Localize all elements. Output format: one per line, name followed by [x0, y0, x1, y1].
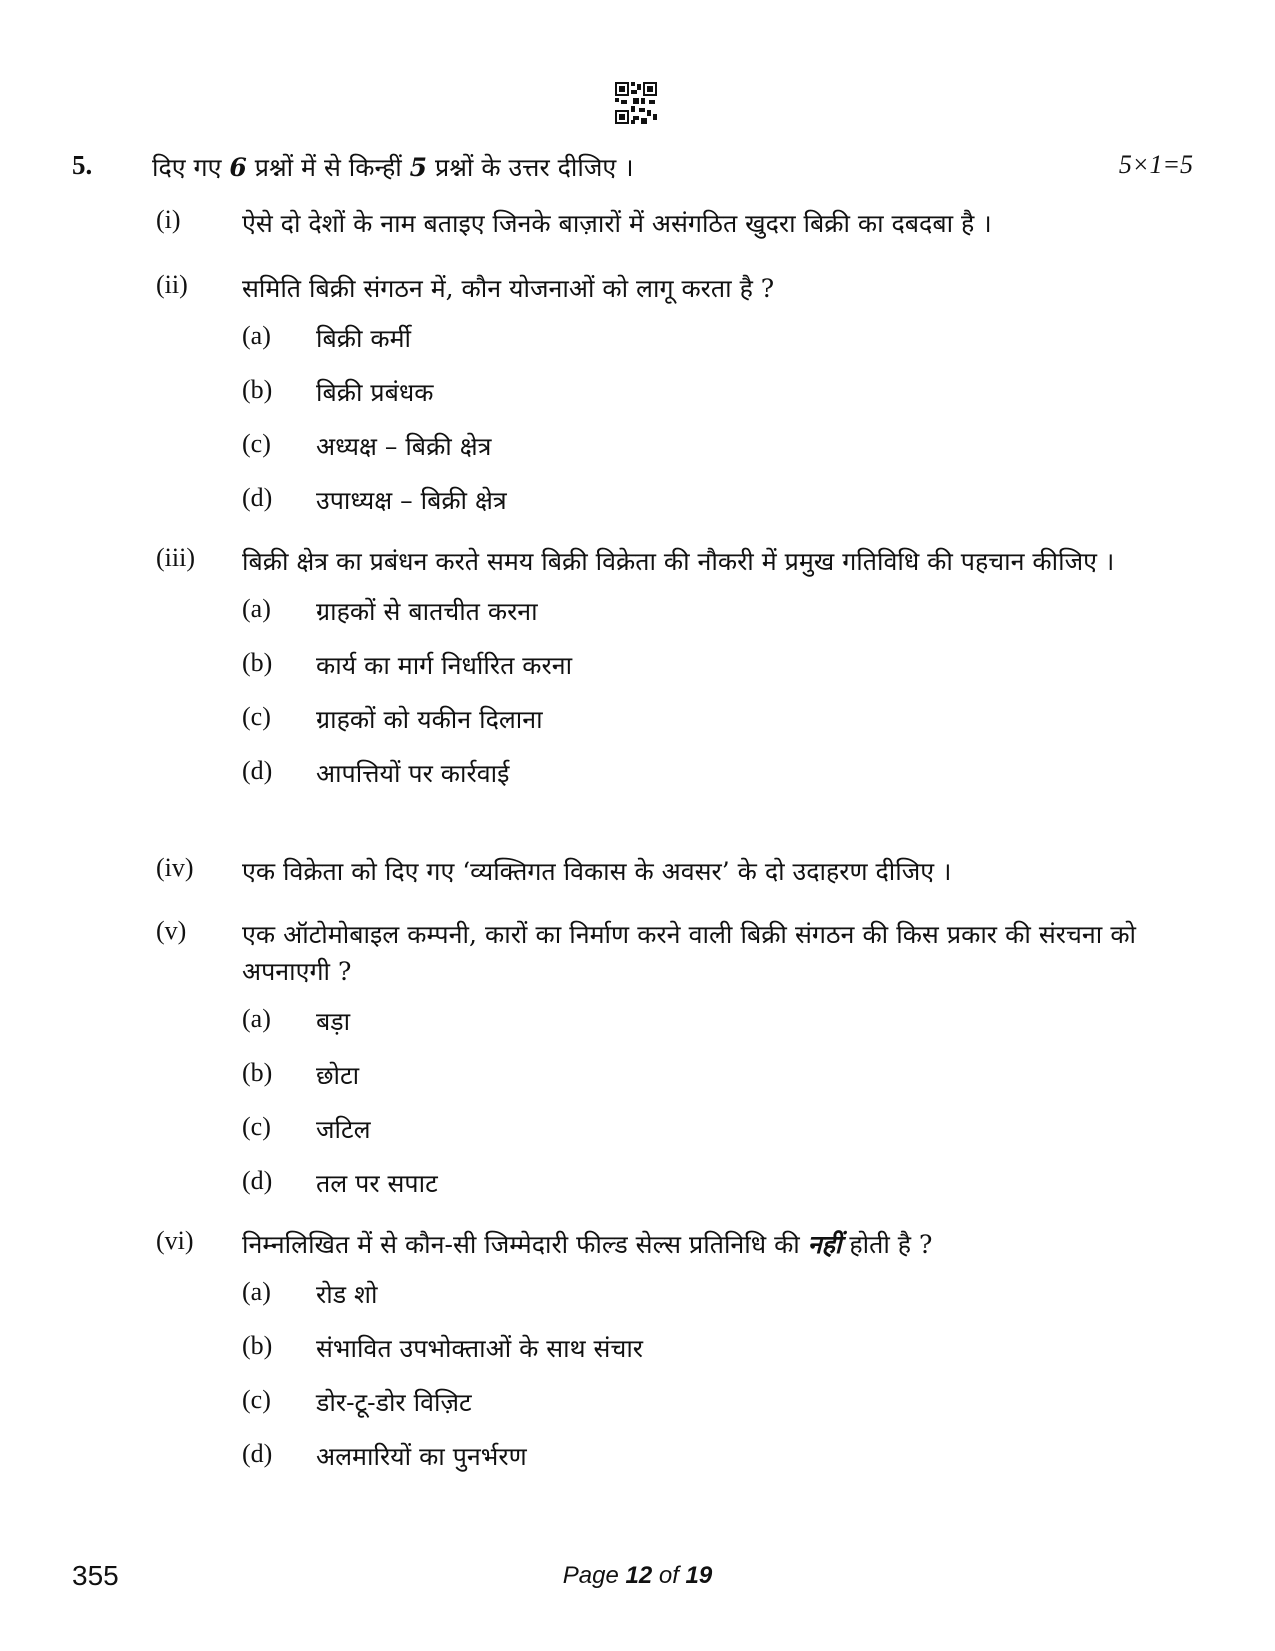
emphasis-not: नहीं — [807, 1230, 842, 1259]
subquestion-label: (ii) — [156, 270, 188, 299]
subquestion-text: ऐसे दो देशों के नाम बताइए जिनके बाज़ारों में असंगठित खुदरा बिक्री का दबदबा है । — [242, 209, 992, 238]
question-instruction: दिए गए 6 प्रश्नों में से किन्हीं 5 प्रश्नों के उत्तर दीजिए । — [152, 153, 634, 182]
option-c: (c) जटिल — [242, 1112, 371, 1144]
subquestion-iii — [156, 543, 1136, 810]
option-b: (b) कार्य का मार्ग निर्धारित करना — [242, 648, 573, 680]
option-d: (d) आपत्तियों पर कार्रवाई — [242, 756, 510, 788]
subquestion-v — [156, 916, 1136, 1220]
subquestion-iv — [156, 853, 1136, 890]
subquestion-text: समिति बिक्री संगठन में, कौन योजनाओं को लागू करता है ? — [242, 274, 775, 303]
subquestion-text: एक विक्रेता को दिए गए ‘व्यक्तिगत विकास के अवसर’ के दो उदाहरण दीजिए । — [242, 857, 952, 886]
option-b: (b) छोटा — [242, 1058, 360, 1090]
subquestion-label: (i) — [156, 205, 181, 234]
option-c: (c) ग्राहकों को यकीन दिलाना — [242, 702, 543, 734]
subquestion-text: एक ऑटोमोबाइल कम्पनी, कारों का निर्माण करने वाली बिक्री संगठन की किस प्रकार की संरचना को अपनाएगी ? — [242, 920, 1136, 986]
option-a: (a) रोड शो — [242, 1277, 378, 1309]
subquestion-i — [156, 205, 1136, 242]
page-number: Page 12 of 19 — [562, 1562, 713, 1589]
subquestion-label: (iv) — [156, 853, 194, 882]
option-a: (a) बिक्री कर्मी — [242, 321, 411, 353]
question-marks: 5×1=5 — [1118, 150, 1193, 179]
subquestion-label: (v) — [156, 916, 187, 945]
subquestion-text: बिक्री क्षेत्र का प्रबंधन करते समय बिक्री विक्रेता की नौकरी में प्रमुख गतिविधि की पहचान कीजिए । — [242, 547, 1115, 576]
subquestion-text: निम्नलिखित में से कौन-सी जिम्मेदारी फील्ड सेल्स प्रतिनिधि की नहीं होती है ? — [242, 1230, 933, 1259]
option-b: (b) बिक्री प्रबंधक — [242, 375, 434, 407]
qr-code-icon — [615, 82, 657, 124]
option-b: (b) संभावित उपभोक्ताओं के साथ संचार — [242, 1331, 644, 1363]
option-d: (d) तल पर सपाट — [242, 1166, 438, 1198]
option-a: (a) बड़ा — [242, 1004, 351, 1036]
option-c: (c) डोर-टू-डोर विज़िट — [242, 1385, 472, 1417]
option-d: (d) अलमारियों का पुनर्भरण — [242, 1439, 527, 1471]
option-d: (d) उपाध्यक्ष – बिक्री क्षेत्र — [242, 483, 507, 515]
option-c: (c) अध्यक्ष – बिक्री क्षेत्र — [242, 429, 492, 461]
option-a: (a) ग्राहकों से बातचीत करना — [242, 594, 538, 626]
paper-code: 355 — [72, 1560, 119, 1591]
question-number: 5. — [72, 150, 93, 180]
subquestion-label: (iii) — [156, 543, 195, 572]
subquestion-ii — [156, 270, 1136, 537]
subquestion-vi — [156, 1226, 1136, 1493]
subquestion-label: (vi) — [156, 1226, 194, 1255]
